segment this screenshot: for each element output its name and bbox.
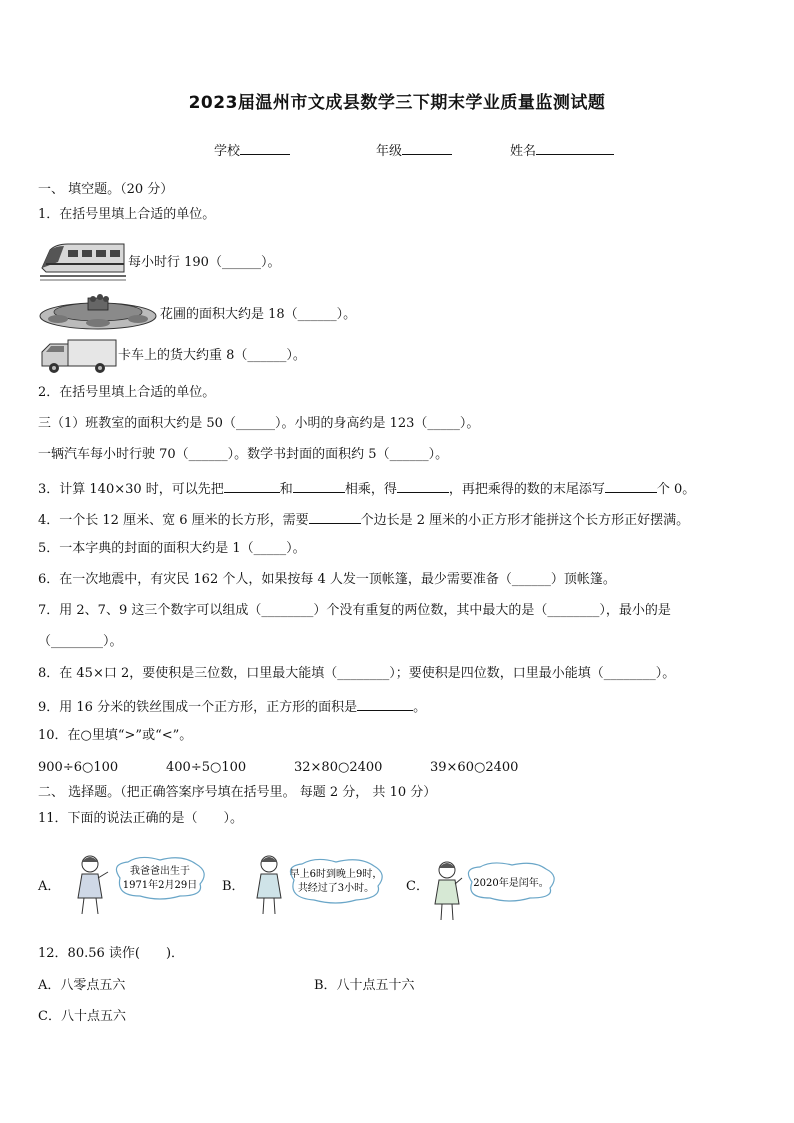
q4-blank[interactable] xyxy=(309,509,361,524)
bubble-a-line-2: 1971年2月29日 xyxy=(122,880,198,891)
q2-line-1: 三（1）班教室的面积大约是 50（______）。小明的身高约是 123（_____）。 xyxy=(38,416,480,431)
q1-truck-text: 卡车上的货大约重 8（______）。 xyxy=(118,348,306,363)
question-7-line-2: （________）。 xyxy=(38,634,123,649)
bubble-b-line-2: 共经过了3小时。 xyxy=(297,883,375,894)
grade-label: 年级 xyxy=(376,144,403,159)
q11-option-a-label[interactable]: A． xyxy=(38,879,61,894)
question-7-line-1: 7．用 2、7、9 这三个数字可以组成（________）个没有重复的两位数，其中最大的是（________），最小的是 xyxy=(38,603,671,618)
q3-blank-1[interactable] xyxy=(224,478,280,493)
question-3: 3．计算 140×30 时，可以先把 和 相乘，得 ，再把乘得的数的末尾添写 个 0。 xyxy=(38,478,695,499)
question-9: 9．用 16 分米的铁丝围成一个正方形，正方形的面积是 。 xyxy=(38,696,426,717)
q2-line-2: 一辆汽车每小时行驶 70（______）。数学书封面的面积约 5（______）。 xyxy=(38,447,449,462)
q1-garden-text: 花圃的面积大约是 18（______）。 xyxy=(160,307,357,322)
q9-blank[interactable] xyxy=(357,696,413,711)
question-8: 8．在 45×口 2，要使积是三位数，口里最大能填（________）；要使积是四位数，口里最小能填（________）。 xyxy=(38,666,676,681)
question-11: 11．下面的说法正确的是（ ）。 xyxy=(38,811,244,826)
q11-option-b-label[interactable]: B． xyxy=(222,879,245,894)
q10-item-1: 900÷6○100 xyxy=(38,760,119,775)
q1-train-text: 每小时行 190（______）。 xyxy=(128,255,281,270)
school-field[interactable] xyxy=(214,140,290,161)
girl-icon xyxy=(430,856,464,926)
page-title: 2023届温州市文成县数学三下期末学业质量监测试题 xyxy=(188,93,606,113)
speech-bubble-c xyxy=(462,862,560,902)
school-label: 学校 xyxy=(214,144,241,159)
q10-item-2: 400÷5○100 xyxy=(166,760,247,775)
section-2-header: 二、 选择题。（把正确答案序号填在括号里。 每题 2 分， 共 10 分） xyxy=(38,785,437,800)
q12-option-b[interactable]: B．八十点五十六 xyxy=(314,978,415,993)
question-2: 2．在括号里填上合适的单位。 xyxy=(38,385,216,400)
q3-blank-2[interactable] xyxy=(293,478,345,493)
question-10: 10．在○里填“>”或“<”。 xyxy=(38,728,193,743)
speech-bubble-b xyxy=(284,858,388,904)
bubble-c-line-1: 2020年是闰年。 xyxy=(473,878,549,889)
q3-blank-3[interactable] xyxy=(397,478,449,493)
q10-item-3: 32×80○2400 xyxy=(294,760,383,775)
question-5: 5．一本字典的封面的面积大约是 1（_____）。 xyxy=(38,541,306,556)
garden-icon xyxy=(38,292,158,332)
question-1: 1．在括号里填上合适的单位。 xyxy=(38,207,216,222)
question-12: 12．80.56 读作( )． xyxy=(38,946,185,961)
grade-field[interactable] xyxy=(376,140,452,161)
question-6: 6．在一次地震中，有灾民 162 个人，如果按每 4 人发一顶帐篷，最少需要准备（______）顶帐篷。 xyxy=(38,572,616,587)
q12-option-a[interactable]: A．八零点五六 xyxy=(38,978,126,993)
girl-icon xyxy=(70,850,112,920)
bubble-b-line-1: 早上6时到晚上9时， xyxy=(289,869,383,880)
name-label: 姓名 xyxy=(510,144,537,159)
question-4: 4．一个长 12 厘米、宽 6 厘米的长方形，需要 个边长是 2 厘米的小正方形才能拼这个长方形正好摆满。 xyxy=(38,509,689,530)
q3-blank-4[interactable] xyxy=(605,478,657,493)
q10-item-4: 39×60○2400 xyxy=(430,760,519,775)
q11-option-c-label[interactable]: C． xyxy=(406,879,429,894)
train-icon xyxy=(38,238,128,284)
truck-icon xyxy=(38,336,118,376)
name-field[interactable] xyxy=(510,140,614,161)
bubble-a-line-1: 我爸爸出生于 xyxy=(130,866,190,877)
girl-icon xyxy=(252,850,286,920)
speech-bubble-a xyxy=(110,856,210,900)
q12-option-c[interactable]: C．八十点五六 xyxy=(38,1009,126,1024)
section-1-header: 一、 填空题。（20 分） xyxy=(38,182,174,197)
